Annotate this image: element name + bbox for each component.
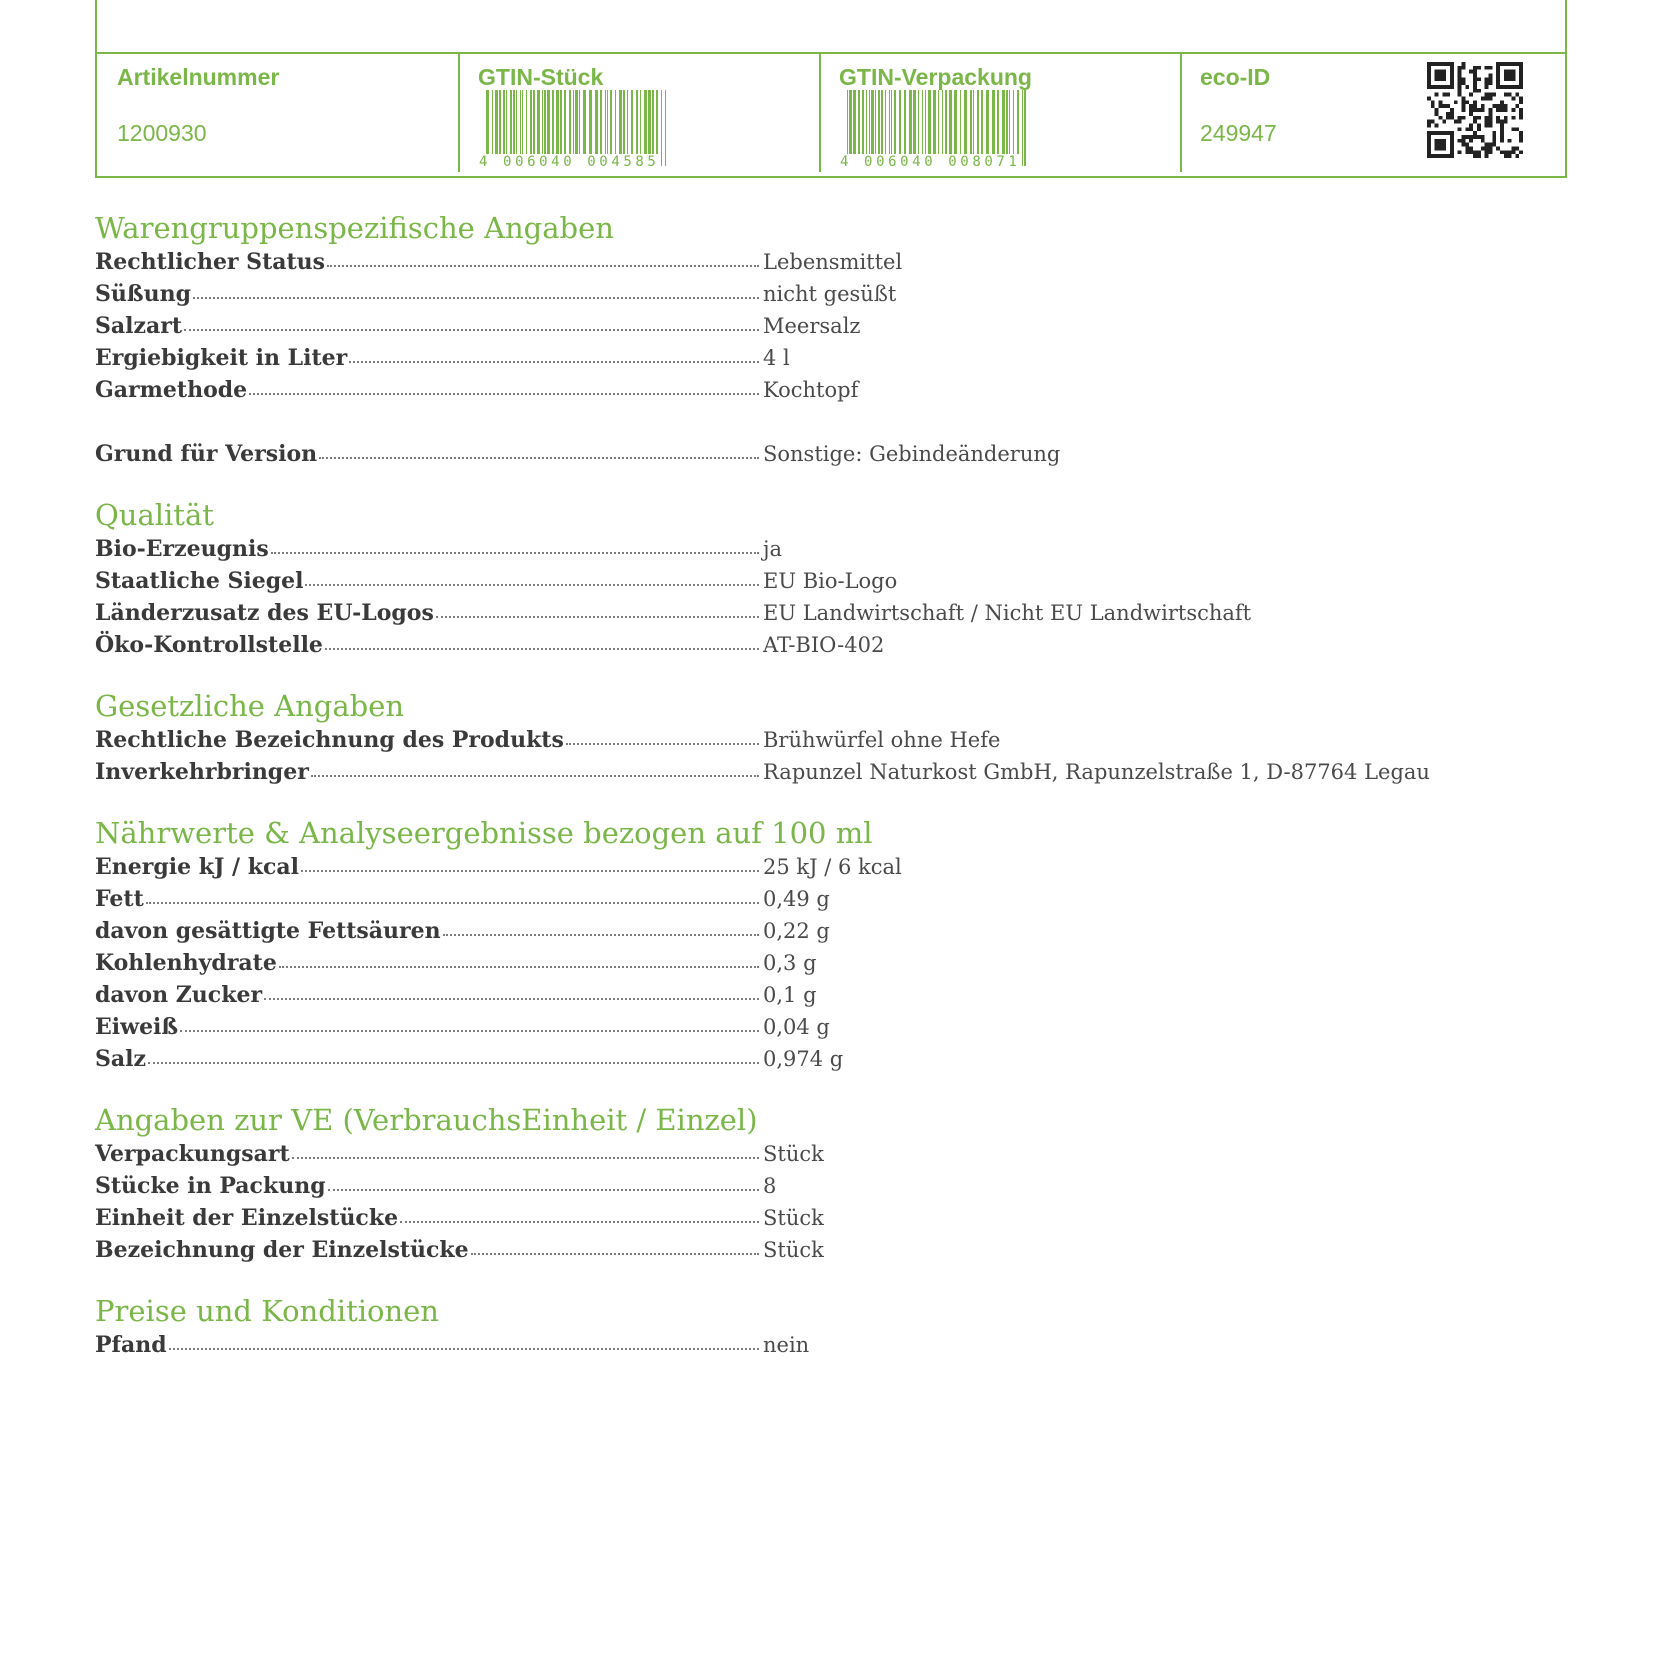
leader-dots — [471, 1253, 759, 1255]
detail-label: Inverkehrbringer — [95, 759, 309, 785]
leader-dots — [193, 297, 759, 299]
detail-row — [95, 310, 1495, 342]
leader-dots — [400, 1221, 759, 1223]
detail-row — [95, 1011, 1495, 1043]
leader-dots — [169, 1348, 759, 1350]
detail-row — [95, 1043, 1495, 1075]
detail-label: Einheit der Einzelstücke — [95, 1205, 399, 1231]
detail-value: 0,49 g — [763, 887, 830, 911]
detail-row — [95, 1138, 1495, 1170]
gtin-stueck-cell — [458, 54, 819, 180]
leader-dots — [184, 329, 759, 331]
leader-dots — [328, 1189, 759, 1191]
detail-label: Pfand — [95, 1332, 167, 1358]
section-title: Warengruppenspezifische Angaben — [95, 211, 614, 245]
detail-value: Meersalz — [763, 314, 861, 338]
detail-value: EU Landwirtschaft / Nicht EU Landwirtschaft — [763, 601, 1252, 625]
detail-value: nein — [763, 1333, 810, 1357]
leader-dots — [292, 1157, 759, 1159]
detail-label: Salzart — [95, 313, 183, 339]
leader-dots — [180, 1030, 759, 1032]
section-ve — [95, 1102, 1495, 1266]
detail-value: ja — [763, 537, 783, 561]
detail-value: 0,04 g — [763, 1015, 830, 1039]
detail-value: EU Bio-Logo — [763, 569, 898, 593]
detail-label: Fett — [95, 886, 144, 912]
leader-dots — [327, 265, 759, 267]
detail-value: nicht gesüßt — [763, 282, 897, 306]
detail-label: Staatliche Siegel — [95, 568, 304, 594]
leader-dots — [148, 1062, 759, 1064]
detail-value: Stück — [763, 1206, 824, 1230]
detail-row — [95, 851, 1495, 883]
detail-value: 0,974 g — [763, 1047, 844, 1071]
detail-row — [95, 629, 1495, 661]
detail-row — [95, 883, 1495, 915]
section-preise — [95, 1293, 1495, 1361]
detail-label: Kohlenhydrate — [95, 950, 277, 976]
section-title: Nährwerte & Analyseergebnisse bezogen auf 100 ml — [95, 816, 873, 850]
detail-row — [95, 1170, 1495, 1202]
article-header-row — [97, 52, 1565, 180]
detail-label: davon Zucker — [95, 982, 263, 1008]
detail-value: 4 l — [763, 346, 790, 370]
section-warengruppe — [95, 210, 1495, 470]
section-naehrwerte — [95, 815, 1495, 1075]
product-details — [95, 210, 1495, 1388]
detail-row — [95, 597, 1495, 629]
detail-label: Verpackungsart — [95, 1141, 290, 1167]
detail-label: Süßung — [95, 281, 191, 307]
detail-label: Salz — [95, 1046, 146, 1072]
leader-dots — [279, 966, 759, 968]
detail-row — [95, 947, 1495, 979]
detail-label: Bezeichnung der Einzelstücke — [95, 1237, 469, 1263]
section-title: Gesetzliche Angaben — [95, 689, 405, 723]
leader-dots — [305, 584, 759, 586]
article-header-box — [95, 0, 1567, 178]
detail-label: Garmethode — [95, 377, 248, 403]
detail-row — [95, 342, 1495, 374]
detail-label: Rechtliche Bezeichnung des Produkts — [95, 727, 564, 753]
leader-dots — [301, 870, 759, 872]
detail-value: Stück — [763, 1142, 824, 1166]
detail-row — [95, 1202, 1495, 1234]
gtin-verpackung-digits: 4 006040 008071 — [840, 154, 1021, 170]
detail-row — [95, 533, 1495, 565]
eco-id-label: eco-ID — [1200, 64, 1271, 90]
detail-label: davon gesättigte Fettsäuren — [95, 918, 441, 944]
leader-dots — [319, 457, 759, 459]
detail-label: Öko-Kontrollstelle — [95, 632, 323, 658]
leader-dots — [146, 902, 759, 904]
section-title: Qualität — [95, 498, 214, 532]
leader-dots — [566, 743, 759, 745]
section-gesetzlich — [95, 688, 1495, 788]
artikelnummer-cell — [97, 54, 458, 180]
gtin-stueck-digits: 4 006040 004585 — [479, 154, 660, 170]
detail-value: 0,22 g — [763, 919, 830, 943]
eco-id-value: 249947 — [1200, 120, 1277, 146]
leader-dots — [325, 648, 759, 650]
detail-value: Rapunzel Naturkost GmbH, Rapunzelstraße 1, D-87764 Legau — [763, 760, 1430, 784]
detail-label: Stücke in Packung — [95, 1173, 326, 1199]
section-qualitaet — [95, 497, 1495, 661]
detail-label: Grund für Version — [95, 441, 318, 467]
detail-label: Rechtlicher Status — [95, 249, 326, 275]
detail-row — [95, 724, 1495, 756]
detail-value: 8 — [763, 1174, 777, 1198]
qr-code-icon — [1427, 62, 1523, 158]
detail-value: Sonstige: Gebindeänderung — [763, 442, 1061, 466]
detail-row — [95, 1329, 1495, 1361]
gtin-verpackung-cell — [819, 54, 1180, 180]
leader-dots — [443, 934, 759, 936]
gtin-verpackung-label: GTIN-Verpackung — [839, 64, 1032, 90]
detail-value: Kochtopf — [763, 378, 859, 402]
detail-value: 0,3 g — [763, 951, 817, 975]
leader-dots — [271, 552, 759, 554]
leader-dots — [311, 775, 759, 777]
section-title: Preise und Konditionen — [95, 1294, 439, 1328]
detail-value: Lebensmittel — [763, 250, 903, 274]
detail-value: AT-BIO-402 — [763, 633, 885, 657]
detail-row — [95, 246, 1495, 278]
artikelnummer-value: 1200930 — [117, 120, 207, 146]
leader-dots — [349, 361, 759, 363]
detail-value: Brühwürfel ohne Hefe — [763, 728, 1001, 752]
leader-dots — [264, 998, 759, 1000]
detail-label: Eiweiß — [95, 1014, 179, 1040]
detail-value: 25 kJ / 6 kcal — [763, 855, 902, 879]
detail-label: Länderzusatz des EU-Logos — [95, 600, 434, 626]
leader-dots — [249, 393, 759, 395]
eco-id-cell — [1180, 54, 1565, 180]
detail-row — [95, 374, 1495, 406]
leader-dots — [436, 616, 759, 618]
detail-value: Stück — [763, 1238, 824, 1262]
detail-row — [95, 565, 1495, 597]
detail-row — [95, 756, 1495, 788]
detail-label: Bio-Erzeugnis — [95, 536, 269, 562]
detail-label: Ergiebigkeit in Liter — [95, 345, 348, 371]
detail-row — [95, 438, 1495, 470]
detail-row — [95, 915, 1495, 947]
detail-label: Energie kJ / kcal — [95, 854, 300, 880]
detail-row — [95, 1234, 1495, 1266]
artikelnummer-label: Artikelnummer — [117, 64, 280, 90]
detail-value: 0,1 g — [763, 983, 817, 1007]
detail-row — [95, 278, 1495, 310]
gtin-stueck-label: GTIN-Stück — [478, 64, 604, 90]
detail-row — [95, 979, 1495, 1011]
section-title: Angaben zur VE (VerbrauchsEinheit / Einzel) — [95, 1103, 758, 1137]
